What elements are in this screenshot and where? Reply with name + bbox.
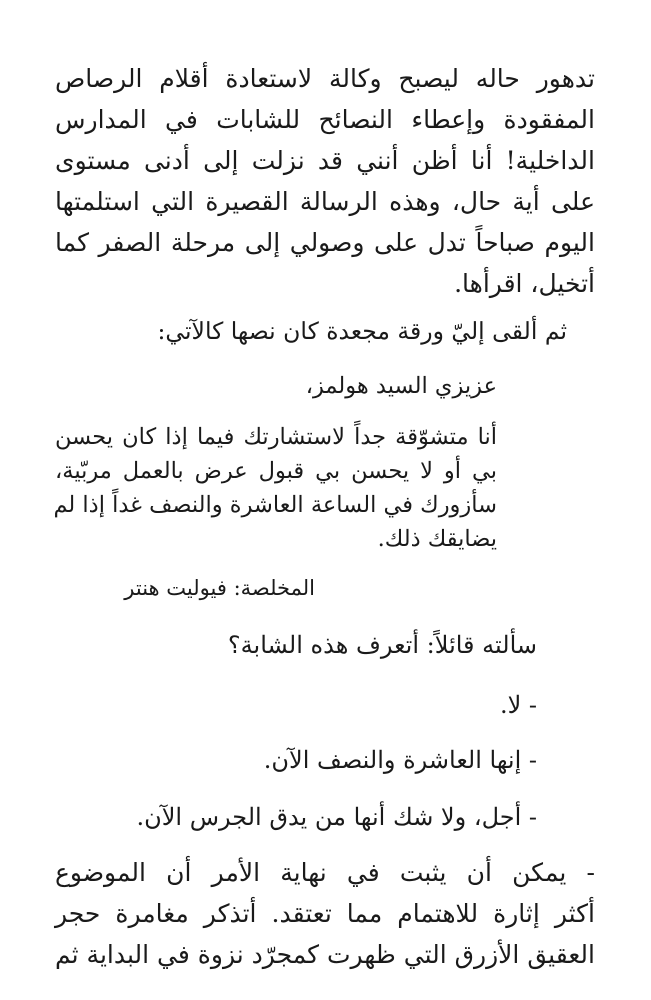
letter-line: أنا متشوّقة جداً لاستشارتك فيما إذا كان يحسن	[55, 424, 497, 450]
paragraph-line: الداخلية! أنا أظن أنني قد نزلت إلى أدنى مستوى	[55, 146, 595, 175]
paragraph-line: على أية حال، وهذه الرسالة القصيرة التي استلمتها	[55, 187, 595, 216]
dialogue-text: - أجل، ولا شك أنها من يدق الجرس الآن.	[136, 803, 537, 831]
opening-paragraph	[55, 58, 595, 304]
salutation-line: عزيزي السيد هولمز،	[305, 373, 497, 399]
letter-line: بي أو لا يحسن بي قبول عرض بالعمل مربّية،	[55, 458, 497, 484]
letter-salutation	[47, 369, 497, 403]
paragraph-line: اليوم صباحاً تدل على وصولي إلى مرحلة الصفر كما	[55, 228, 595, 257]
dialogue-text: سألته قائلاً: أتعرف هذه الشابة؟	[227, 631, 537, 659]
letter-line: سأزورك في الساعة العاشرة والنصف غداً إذا لم	[53, 492, 497, 518]
letter-signature	[55, 573, 315, 603]
paragraph-line: تدهور حاله ليصبح وكالة لاستعادة أقلام الرصاص	[55, 64, 595, 93]
paragraph-line: أكثر إثارة للاهتمام مما تعتقد. أتذكر مغامرة حجر	[55, 899, 595, 928]
dialogue-line	[57, 800, 537, 834]
paragraph-line: - يمكن أن يثبت في نهاية الأمر أن الموضوع	[55, 858, 595, 887]
letter-intro-line: ثم ألقى إليّ ورقة مجعدة كان نصها كالآتي:	[157, 317, 567, 345]
dialogue-text: - لا.	[499, 691, 537, 719]
paragraph-line: المفقودة وإعطاء النصائح للشابات في المدارس	[55, 105, 595, 134]
signature-line: المخلصة: فيوليت هنتر	[124, 576, 315, 600]
dialogue-line	[57, 743, 537, 777]
dialogue-text: - إنها العاشرة والنصف الآن.	[263, 746, 537, 774]
dialogue-line	[57, 688, 537, 722]
dialogue-line	[57, 628, 537, 662]
letter-body	[55, 420, 497, 556]
letter-line: يضايقك ذلك.	[377, 526, 497, 552]
paragraph-line: العقيق الأزرق التي ظهرت كمجرّد نزوة في البداية ثم	[55, 940, 595, 969]
paragraph-line: أتخيل، اقرأها.	[454, 269, 595, 298]
closing-paragraph	[55, 852, 595, 975]
letter-intro	[27, 314, 567, 348]
